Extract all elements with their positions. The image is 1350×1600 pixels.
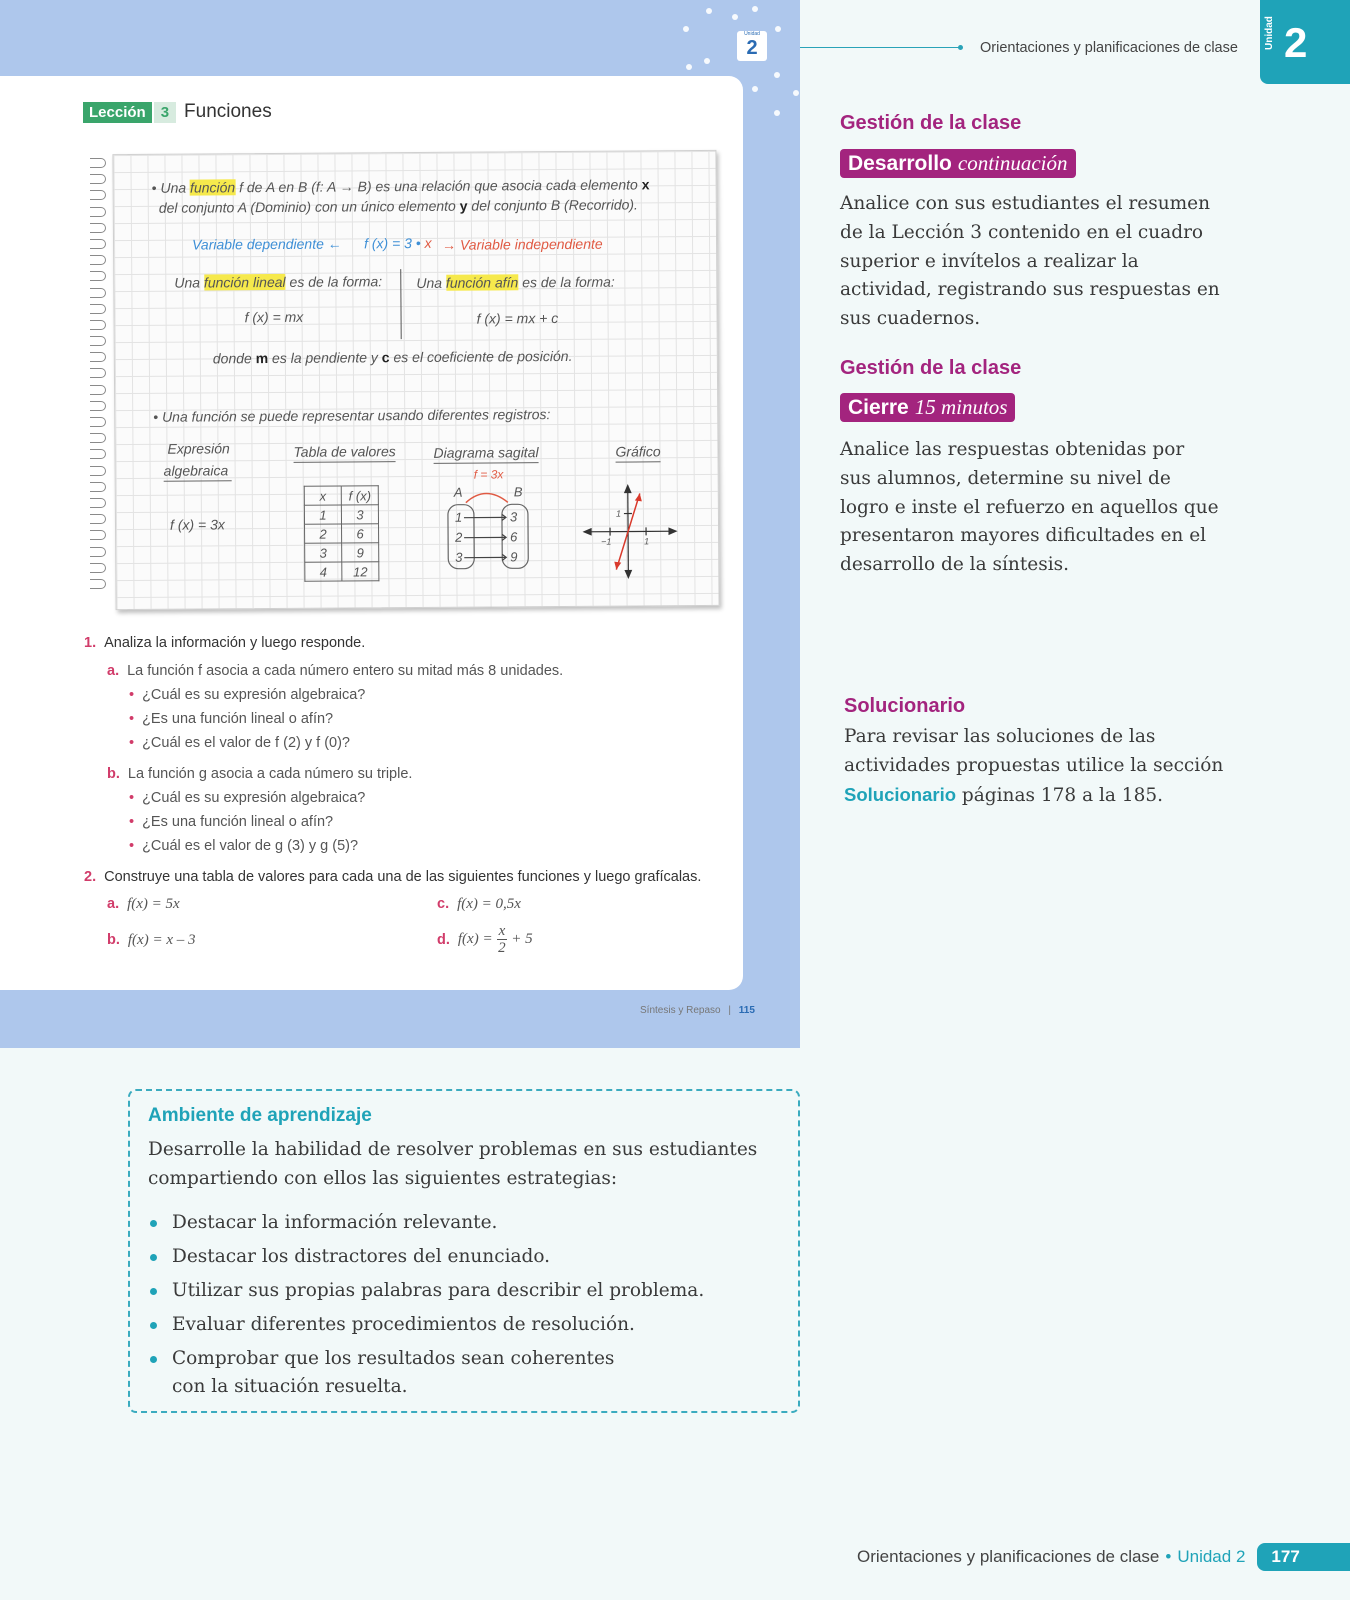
question-1a-item: • ¿Es una función lineal o afín? bbox=[129, 711, 334, 727]
divider-line bbox=[400, 269, 401, 339]
spiral-ring bbox=[90, 498, 106, 508]
gestion-text-1: Analice con sus estudiantes el resumen de la Lección 3 contenido en el cuadro superior e invítelos a realizar la actividad, registrando sus respuestas en sus cuadernos. bbox=[840, 193, 1220, 330]
spiral-ring bbox=[90, 174, 106, 184]
unit-badge-small bbox=[737, 31, 767, 61]
page-footer bbox=[857, 1542, 1350, 1572]
reg-grafico: Gráfico bbox=[615, 443, 660, 462]
spiral-ring bbox=[90, 449, 106, 459]
reg-diagrama: Diagrama sagital bbox=[433, 444, 538, 464]
question-1b-item: • ¿Es una función lineal o afín? bbox=[129, 814, 334, 830]
cierre-pill: Cierre 15 minutos bbox=[840, 393, 1015, 422]
spiral-ring bbox=[90, 466, 106, 476]
diagram-a-1: 1 bbox=[454, 509, 463, 525]
header-rule-dot bbox=[958, 45, 963, 50]
gestion-title-1: Gestión de la clase bbox=[840, 112, 1022, 134]
unit-tab-label: Unidad bbox=[1264, 16, 1275, 50]
header-title: Orientaciones y planificaciones de clase bbox=[980, 40, 1238, 56]
afin-formula: f (x) = mx + c bbox=[476, 310, 559, 327]
spiral-ring bbox=[90, 352, 106, 362]
summary-notebook bbox=[112, 150, 719, 610]
list-item: Utilizar sus propias palabras para describir el problema. bbox=[148, 1277, 778, 1305]
graph-tick-y1: 1 bbox=[615, 508, 621, 519]
function-graph bbox=[580, 481, 681, 582]
spiral-ring bbox=[90, 385, 106, 395]
spiral-ring bbox=[90, 304, 106, 314]
graph-line-arrow-up bbox=[635, 493, 642, 501]
gestion-title-2: Gestión de la clase bbox=[840, 357, 1022, 379]
spiral-ring bbox=[90, 158, 106, 168]
spiral-ring bbox=[90, 320, 106, 330]
fraction: $\frac{x}{2}$ bbox=[498, 923, 506, 956]
spiral-ring bbox=[90, 514, 106, 524]
spiral-ring bbox=[90, 223, 106, 233]
registros-text: • Una función se puede representar usando diferentes registros: bbox=[153, 406, 551, 425]
table-cell: 2 bbox=[305, 524, 342, 543]
unit-badge-label: Unidad bbox=[744, 31, 760, 37]
reg-tabla: Tabla de valores bbox=[293, 443, 395, 463]
spiral-ring bbox=[90, 401, 106, 411]
table-cell: 1 bbox=[304, 505, 341, 524]
diagram-set-b: B bbox=[513, 484, 523, 500]
diagram-b-3: 9 bbox=[510, 549, 518, 565]
graph-axes bbox=[584, 485, 677, 578]
function-a: a. f(x) = 5x bbox=[107, 896, 180, 912]
solucionario-title: Solucionario bbox=[844, 695, 966, 717]
lesson-title: Funciones bbox=[184, 101, 272, 122]
diagram-arc bbox=[466, 493, 508, 502]
reg-expresion-2: algebraica bbox=[164, 462, 232, 481]
table-cell: 12 bbox=[342, 562, 379, 581]
diagram-function-label: f = 3x bbox=[473, 467, 504, 482]
header-rule bbox=[800, 47, 960, 48]
diagram-b-2: 6 bbox=[510, 529, 518, 545]
spiral-ring bbox=[90, 368, 106, 378]
main-formula: f (x) = 3 • x bbox=[363, 234, 432, 252]
variable-independiente-label: → Variable independiente bbox=[442, 235, 603, 253]
diagram-b-1: 3 bbox=[509, 509, 518, 525]
funcion-afin-text: Una función afín es de la forma: bbox=[416, 273, 615, 291]
footer-text: Orientaciones y planificaciones de clase bbox=[857, 1547, 1160, 1566]
table-cell: 3 bbox=[305, 543, 342, 562]
diagram-a-2: 2 bbox=[455, 529, 463, 545]
graph-tick-x1: 1 bbox=[644, 536, 650, 547]
spiral-ring bbox=[90, 547, 106, 557]
footer-separator: • bbox=[1165, 1547, 1172, 1566]
lineal-formula: f (x) = mx bbox=[244, 308, 304, 326]
list-item: Destacar la información relevante. bbox=[148, 1209, 778, 1237]
spiral-ring bbox=[90, 482, 106, 492]
question-1b: b. La función g asocia a cada número su triple. bbox=[107, 766, 413, 782]
funcion-lineal-text: Una función lineal es de la forma: bbox=[174, 273, 383, 291]
diagram-arrows bbox=[464, 514, 506, 560]
table-cell: 4 bbox=[305, 562, 342, 581]
question-1a: a. La función f asocia a cada número entero su mitad más 8 unidades. bbox=[107, 663, 564, 679]
ambiente-box bbox=[128, 1089, 800, 1413]
spiral-ring bbox=[90, 563, 106, 573]
highlight-funcion: función bbox=[189, 179, 236, 196]
question-2: 2. Construye una tabla de valores para cada una de las siguientes funciones y luego grafícalas. bbox=[84, 869, 702, 885]
sagittal-diagram bbox=[436, 466, 547, 577]
list-item: Destacar los distractores del enunciado. bbox=[148, 1243, 778, 1271]
list-item: Comprobar que los resultados sean coherentes con la situación resuelta. bbox=[148, 1345, 628, 1401]
table-header-cell: x bbox=[304, 486, 341, 505]
table-header-cell: f (x) bbox=[341, 486, 378, 505]
ambiente-title: Ambiente de aprendizaje bbox=[148, 1105, 372, 1126]
solucionario-text: Para revisar las soluciones de las actividades propuestas utilice la sección Solucionario páginas 178 a la 185. bbox=[844, 726, 1224, 806]
diagram-a-3: 3 bbox=[455, 549, 463, 565]
spiral-ring bbox=[90, 433, 106, 443]
table-header-row bbox=[304, 486, 378, 506]
student-page-footer: Síntesis y Repaso | 115 bbox=[640, 1005, 755, 1016]
spiral-ring bbox=[90, 255, 106, 265]
expression-value: f (x) = 3x bbox=[169, 516, 225, 533]
table-row bbox=[305, 562, 379, 582]
question-1a-item: • ¿Cuál es el valor de f (2) y f (0)? bbox=[129, 735, 350, 751]
diagram-set-a: A bbox=[453, 484, 463, 500]
unit-tab bbox=[1260, 0, 1350, 84]
gestion-text-2: Analice las respuestas obtenidas por sus alumnos, determine su nivel de logro e inste el refuerzo en aquellos que presentaron mayores dificultades en el desarrollo de la síntesis. bbox=[840, 439, 1219, 576]
values-table bbox=[304, 485, 380, 582]
spiral-ring bbox=[90, 336, 106, 346]
footer-unit: Unidad 2 bbox=[1177, 1547, 1246, 1566]
spiral-ring bbox=[90, 271, 106, 281]
function-c: c. f(x) = 0,5x bbox=[437, 896, 521, 912]
table-cell: 9 bbox=[342, 543, 379, 562]
question-1a-item: • ¿Cuál es su expresión algebraica? bbox=[129, 687, 366, 703]
graph-line-arrow-down bbox=[614, 562, 621, 570]
table-row bbox=[305, 543, 379, 563]
unit-tab-number: 2 bbox=[1284, 19, 1308, 66]
spiral-ring bbox=[90, 207, 106, 217]
question-1: 1. Analiza la información y luego responde. bbox=[84, 635, 366, 651]
lesson-number: 3 bbox=[154, 102, 176, 123]
question-1b-item: • ¿Cuál es el valor de g (3) y g (5)? bbox=[129, 838, 359, 854]
spiral-ring bbox=[90, 530, 106, 540]
question-1b-item: • ¿Cuál es su expresión algebraica? bbox=[129, 790, 366, 806]
graph-tick-neg: −1 bbox=[601, 536, 612, 547]
ambiente-intro: Desarrolle la habilidad de resolver problemas en sus estudiantes compartiendo con ellos las siguientes estrategias: bbox=[148, 1139, 758, 1189]
definition-line-1: • Una función f de A en B (f: A → B) es una relación que asocia cada elemento x bbox=[151, 176, 650, 196]
unit-badge-number: 2 bbox=[746, 37, 758, 59]
spiral-ring bbox=[90, 579, 106, 589]
notebook-spiral bbox=[90, 158, 110, 598]
reg-expresion-1: Expresión bbox=[167, 440, 230, 457]
table-cell: 6 bbox=[342, 524, 379, 543]
desarrollo-pill: Desarrollo continuación bbox=[840, 149, 1076, 178]
student-page-number: 115 bbox=[738, 1005, 755, 1016]
table-cell: 3 bbox=[341, 505, 378, 524]
function-d: d. f(x) = $\frac{x}{2}$ + 5 bbox=[437, 923, 533, 956]
definition-line-2: del conjunto A (Dominio) con un único elemento y del conjunto B (Recorrido). bbox=[158, 196, 638, 216]
table-row bbox=[305, 524, 379, 544]
lesson-header bbox=[83, 100, 272, 124]
donde-text: donde m es la pendiente y c es el coeficiente de posición. bbox=[212, 347, 573, 367]
spiral-ring bbox=[90, 417, 106, 427]
lesson-tag: Lección bbox=[83, 102, 152, 123]
spiral-ring bbox=[90, 239, 106, 249]
ambiente-list bbox=[148, 1209, 778, 1407]
page-number: 177 bbox=[1257, 1543, 1350, 1571]
spiral-ring bbox=[90, 288, 106, 298]
table-row bbox=[304, 505, 378, 525]
list-item: Evaluar diferentes procedimientos de resolución. bbox=[148, 1311, 778, 1339]
spiral-ring bbox=[90, 190, 106, 200]
variable-dependiente-label: Variable dependiente ← bbox=[191, 235, 342, 253]
function-b: b. f(x) = x – 3 bbox=[107, 932, 196, 948]
solucionario-link: Solucionario bbox=[844, 784, 957, 805]
